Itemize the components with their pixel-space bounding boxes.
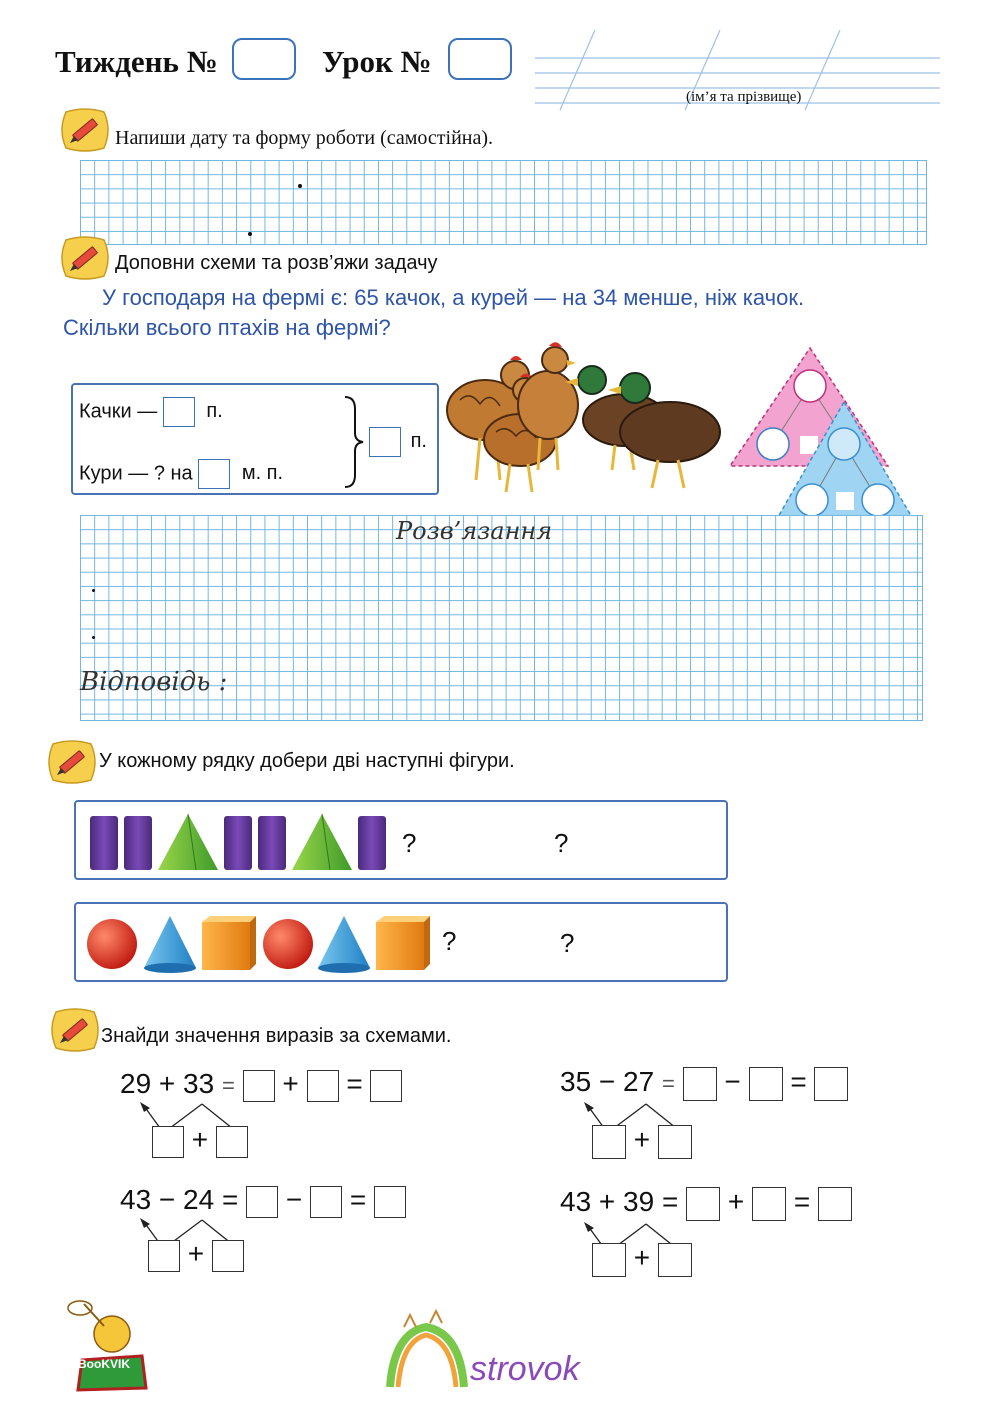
- answer-slot-1[interactable]: ?: [442, 926, 457, 956]
- ducks-count-box[interactable]: [163, 397, 195, 427]
- task3-instruction: У кожному рядку добери дві наступні фігури.: [99, 750, 515, 772]
- cube-icon: [202, 916, 256, 970]
- pyramid-icon: [292, 814, 352, 870]
- cylinder-icon: [124, 816, 152, 870]
- shape-sequence: [88, 812, 388, 872]
- total-count-box[interactable]: [369, 427, 401, 457]
- minus-sign: −: [724, 1066, 741, 1097]
- sphere-icon: [87, 919, 137, 969]
- name-writing-lines[interactable]: [530, 30, 950, 120]
- cone-icon: [144, 916, 196, 973]
- shapes-row-1: [74, 800, 728, 880]
- duck-icon: [608, 373, 720, 488]
- answer-box[interactable]: [246, 1186, 278, 1218]
- answer-slot-1[interactable]: ?: [402, 828, 417, 858]
- lesson-label: Урок №: [322, 44, 432, 79]
- equals-sign: =: [349, 1184, 367, 1215]
- answer-box[interactable]: [307, 1070, 339, 1102]
- cone-icon: [318, 916, 370, 973]
- ostrovok-logo-text: strovok: [470, 1350, 580, 1388]
- answer-box[interactable]: [310, 1186, 342, 1218]
- answer-label: Відповідь :: [80, 667, 228, 697]
- cube-icon: [376, 916, 430, 970]
- plus-sign: +: [633, 1242, 651, 1273]
- plus-sign: +: [633, 1124, 651, 1155]
- cylinder-icon: [258, 816, 286, 870]
- shapes-row-2: [74, 902, 728, 982]
- pencil-icon: [58, 234, 112, 282]
- shape-sequence: [84, 912, 434, 974]
- task1-instruction: Напиши дату та форму роботи (самостійна).: [115, 127, 494, 149]
- expression-4: [560, 1186, 900, 1286]
- hens-difference-box[interactable]: [198, 459, 230, 489]
- answer-box[interactable]: [374, 1186, 406, 1218]
- pencil-icon: [45, 738, 99, 786]
- expression-2: [560, 1066, 900, 1166]
- answer-box[interactable]: [749, 1067, 783, 1101]
- answer-box[interactable]: [216, 1126, 248, 1158]
- plus-sign: +: [187, 1238, 205, 1269]
- date-writing-grid[interactable]: [80, 160, 927, 245]
- cylinder-icon: [224, 816, 252, 870]
- short-note-scheme: [71, 383, 439, 495]
- pencil-icon: [58, 106, 112, 154]
- bookvik-logo-text: BooKVIK: [78, 1357, 130, 1371]
- answer-box[interactable]: [814, 1067, 848, 1101]
- problem-line-2: Скільки всього птахів на фермі?: [63, 315, 391, 340]
- grid-dot: [248, 232, 252, 236]
- answer-box[interactable]: [243, 1070, 275, 1102]
- triangle-schemes: [728, 346, 928, 528]
- answer-box[interactable]: [686, 1187, 720, 1221]
- expression-text: 43 + 39: [560, 1186, 655, 1217]
- plus-sign: +: [191, 1124, 209, 1155]
- plus-sign: +: [282, 1068, 299, 1099]
- answer-box[interactable]: [683, 1067, 717, 1101]
- solution-grid[interactable]: [80, 515, 923, 721]
- pyramid-icon: [158, 814, 218, 870]
- equals-sign: =: [790, 1066, 807, 1097]
- expression-3: [120, 1184, 450, 1284]
- answer-box[interactable]: [658, 1243, 692, 1277]
- equals-sign: =: [221, 1184, 239, 1215]
- answer-slot-2[interactable]: ?: [560, 928, 575, 958]
- hens-unit: м. п.: [241, 462, 284, 485]
- cylinder-icon: [90, 816, 118, 870]
- bookvik-logo: [62, 1300, 162, 1394]
- ducks-unit: п.: [206, 400, 223, 423]
- plus-sign: +: [727, 1186, 745, 1217]
- hens-and-ducks-illustration: [440, 320, 730, 500]
- answer-box[interactable]: [592, 1125, 626, 1159]
- hens-label: Кури — ? на: [79, 462, 193, 485]
- answer-box[interactable]: [752, 1187, 786, 1221]
- solution-label: Розв’язання: [396, 517, 553, 545]
- expression-text: 29 + 33: [120, 1068, 215, 1099]
- problem-line-1: У господаря на фермі є: 65 качок, а курей — на 34 менше, ніж качок.: [102, 285, 805, 310]
- name-caption: (ім’я та прізвище): [686, 89, 802, 105]
- expression-text: 43 − 24: [120, 1184, 215, 1215]
- answer-box[interactable]: [148, 1240, 180, 1272]
- grid-dot: [298, 184, 302, 188]
- answer-box[interactable]: [370, 1070, 402, 1102]
- equals-sign: =: [661, 1186, 679, 1217]
- brace-icon: [341, 395, 365, 489]
- equals-sign: =: [661, 1071, 675, 1096]
- cylinder-icon: [358, 816, 386, 870]
- lesson-number-input[interactable]: [448, 38, 512, 80]
- sphere-icon: [263, 919, 313, 969]
- week-label: Тиждень №: [55, 44, 218, 79]
- ducks-label: Качки —: [79, 400, 158, 423]
- grid-dot: [92, 636, 95, 639]
- answer-box[interactable]: [212, 1240, 244, 1272]
- total-unit: п.: [410, 430, 427, 453]
- equals-sign: =: [221, 1073, 235, 1098]
- answer-slot-2[interactable]: ?: [554, 828, 569, 858]
- equals-sign: =: [346, 1068, 363, 1099]
- minus-sign: −: [285, 1184, 303, 1215]
- expression-1: [120, 1068, 450, 1168]
- answer-box[interactable]: [592, 1243, 626, 1277]
- task4-instruction: Знайди значення виразів за схемами.: [101, 1025, 452, 1047]
- pencil-icon: [48, 1006, 102, 1054]
- answer-box[interactable]: [152, 1126, 184, 1158]
- answer-box[interactable]: [818, 1187, 852, 1221]
- answer-box[interactable]: [658, 1125, 692, 1159]
- equals-sign: =: [793, 1186, 811, 1217]
- week-number-input[interactable]: [232, 38, 296, 80]
- grid-dot: [92, 589, 95, 592]
- task2-instruction: Доповни схеми та розв’яжи задачу: [115, 252, 438, 274]
- expression-text: 35 − 27: [560, 1066, 655, 1097]
